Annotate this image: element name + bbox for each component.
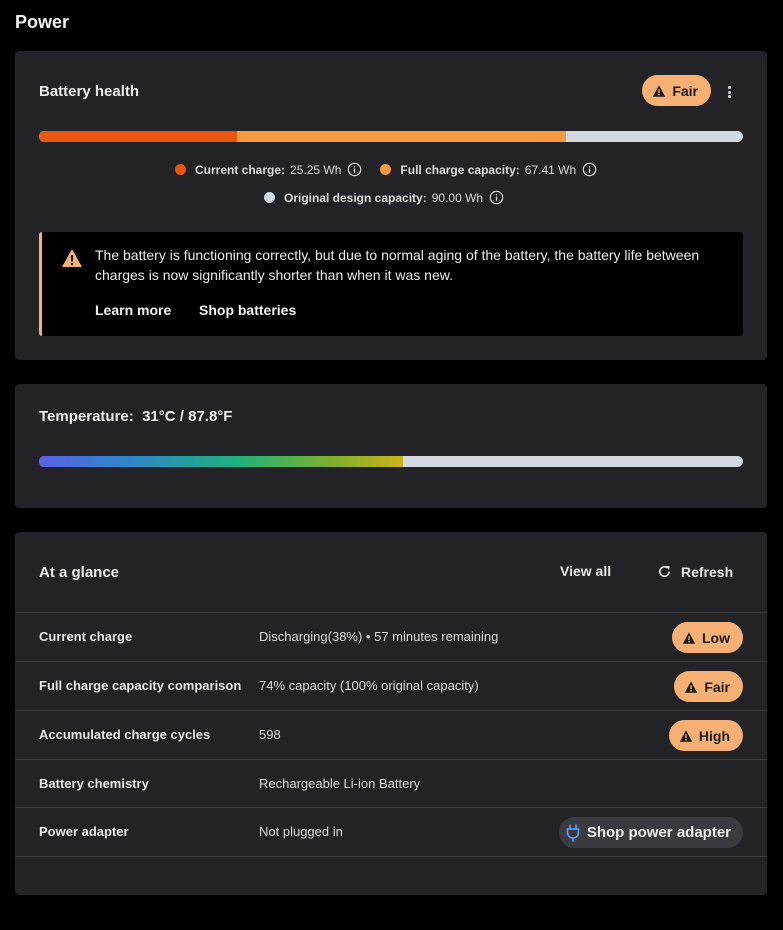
view-all-button[interactable] <box>560 563 611 579</box>
info-icon[interactable] <box>582 162 597 177</box>
learn-more-link[interactable]: Learn more <box>95 302 172 318</box>
temperature-heading <box>39 408 232 425</box>
page-title: Power <box>15 12 70 32</box>
battery-capacity-bar <box>39 131 743 142</box>
glance-row-current-charge <box>15 612 767 661</box>
shop-power-adapter-button[interactable] <box>559 817 743 848</box>
warning-icon <box>682 631 696 645</box>
legend-full-value: 67.41 Wh <box>524 162 577 177</box>
row-label: Battery chemistry <box>39 776 149 791</box>
battery-health-card <box>15 51 767 360</box>
more-options-icon[interactable] <box>725 84 733 100</box>
battery-warning-text: The battery is functioning correctly, but due to normal aging of the battery, the battery life between charges is now significantly shorter than when it was new. <box>95 247 700 283</box>
refresh-label: Refresh <box>681 563 734 580</box>
current-charge-segment <box>39 131 237 142</box>
glance-row-battery-chemistry <box>15 759 767 808</box>
at-a-glance-title: At a glance <box>39 564 120 581</box>
shop-power-adapter-label: Shop power adapter <box>586 824 731 841</box>
warning-icon <box>61 248 83 268</box>
row-label: Full charge capacity comparison <box>39 678 242 693</box>
view-all-label: View all <box>560 563 612 579</box>
legend-full-charge <box>380 162 597 177</box>
battery-legend-row-2 <box>264 190 504 205</box>
row-value: Not plugged in <box>259 824 343 839</box>
legend-current-label: Current charge: <box>195 162 286 177</box>
temperature-level-fill <box>39 456 403 467</box>
glance-row-power-adapter <box>15 807 767 856</box>
legend-design-capacity <box>264 190 504 205</box>
warning-icon <box>684 680 698 694</box>
row-value: 74% capacity (100% original capacity) <box>259 678 479 693</box>
refresh-button[interactable] <box>656 563 733 580</box>
legend-design-value: 90.00 Wh <box>431 190 484 205</box>
status-badge-text: Low <box>702 629 730 646</box>
battery-health-status-badge <box>642 75 711 106</box>
status-badge-text: High <box>698 727 730 744</box>
glance-bottom-divider <box>15 856 767 857</box>
status-badge-text: Fair <box>704 678 730 695</box>
battery-health-title: Battery health <box>39 83 140 100</box>
shop-batteries-link[interactable]: Shop batteries <box>199 302 297 318</box>
legend-full-label: Full charge capacity: <box>400 162 520 177</box>
at-a-glance-card <box>15 532 767 895</box>
row-value: 598 <box>259 727 281 742</box>
info-icon[interactable] <box>347 162 362 177</box>
info-icon[interactable] <box>489 190 504 205</box>
row-value: Rechargeable Li-ion Battery <box>259 776 421 791</box>
battery-legend-row-1 <box>175 162 597 177</box>
current-charge-dot <box>175 164 186 175</box>
warning-icon <box>652 84 666 98</box>
battery-health-status-text: Fair <box>672 82 698 99</box>
glance-row-full-charge-comparison <box>15 661 767 710</box>
design-capacity-dot <box>264 192 275 203</box>
plug-icon <box>565 824 581 842</box>
status-badge-high <box>669 720 743 751</box>
row-label: Power adapter <box>39 824 129 839</box>
warning-icon <box>679 729 693 743</box>
refresh-icon <box>656 563 673 580</box>
legend-current-value: 25.25 Wh <box>290 162 342 177</box>
full-charge-dot <box>380 164 391 175</box>
temperature-value: 31°C / 87.8°F <box>142 408 233 425</box>
row-label: Current charge <box>39 629 133 644</box>
glance-row-charge-cycles <box>15 710 767 759</box>
temperature-label: Temperature: <box>39 408 134 425</box>
temperature-bar <box>39 456 743 467</box>
row-label: Accumulated charge cycles <box>39 727 211 742</box>
status-badge-fair <box>674 671 743 702</box>
row-value: Discharging(38%) • 57 minutes remaining <box>259 629 499 644</box>
legend-design-label: Original design capacity: <box>284 190 427 205</box>
legend-current-charge <box>175 162 362 177</box>
temperature-card <box>15 384 767 508</box>
status-badge-low <box>672 622 743 653</box>
battery-warning-box <box>39 232 743 336</box>
